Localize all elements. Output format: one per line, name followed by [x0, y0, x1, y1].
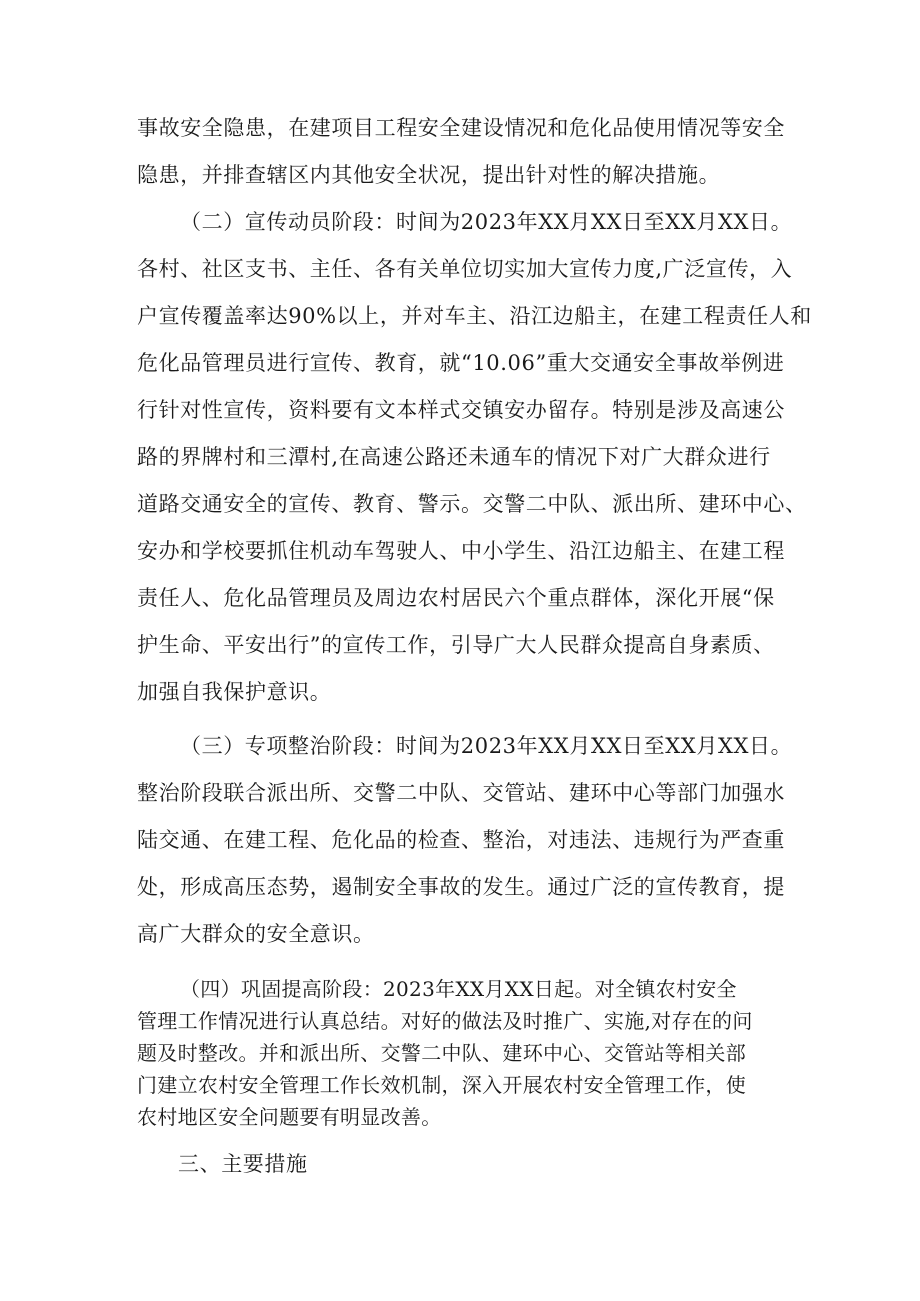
text-line: 高广大群众的安全意识。	[137, 922, 375, 946]
text-line: （二）宣传动员阶段：时间为2023年XX月XX日至XX月XX日。	[180, 210, 793, 234]
text-line: 危化品管理员进行宣传、教育，就“10.06”重大交通安全事故举例进	[137, 351, 785, 375]
text-line: 整治阶段联合派出所、交警二中队、交管站、建环中心等部门加强水	[137, 781, 785, 805]
text-line: 各村、社区支书、主任、各有关单位切实加大宣传力度,广泛宣传，入	[137, 257, 793, 281]
text-line: 陆交通、在建工程、危化品的检查、整治，对违法、违规行为严查重	[137, 828, 785, 852]
text-line: 处，形成高压态势，遏制安全事故的发生。通过广泛的宣传教育，提	[137, 875, 785, 899]
text-line: 管理工作情况进行认真总结。对好的做法及时推广、实施,对存在的问	[137, 1009, 753, 1033]
text-line: 责任人、危化品管理员及周边农村居民六个重点群体，深化开展“保	[137, 586, 775, 610]
text-line: 题及时整改。并和派出所、交警二中队、建环中心、交管站等相关部	[137, 1041, 746, 1065]
text-line: 隐患，并排查辖区内其他安全状况，提出针对性的解决措施。	[137, 163, 721, 187]
text-line: 事故安全隐患，在建项目工程安全建设情况和危化品使用情况等安全	[137, 116, 785, 140]
text-line: 护生命、平安出行”的宣传工作，引导广大人民群众提高自身素质、	[137, 633, 775, 657]
text-line: 门建立农村安全管理工作长效机制，深入开展农村安全管理工作，使	[137, 1073, 746, 1097]
text-line: 路的界牌村和三潭村,在高速公路还未通车的情况下对广大群众进行	[137, 445, 771, 469]
text-line: 户宣传覆盖率达90%以上，并对车主、沿江边船主，在建工程责任人和	[137, 304, 812, 328]
text-line: （四）巩固提高阶段：2023年XX月XX日起。对全镇农村安全	[180, 977, 737, 1001]
text-line: 道路交通安全的宣传、教育、警示。交警二中队、派出所、建环中心、	[137, 492, 807, 516]
text-line: 行针对性宣传，资料要有文本样式交镇安办留存。特别是涉及高速公	[137, 398, 785, 422]
text-line: （三）专项整治阶段：时间为2023年XX月XX日至XX月XX日。	[180, 734, 793, 758]
text-line: 农村地区安全问题要有明显改善。	[137, 1105, 442, 1129]
text-line: 安办和学校要抓住机动车驾驶人、中小学生、沿江边船主、在建工程	[137, 539, 785, 563]
text-line: 加强自我保护意识。	[137, 680, 332, 704]
section-heading: 三、主要措施	[178, 1152, 308, 1176]
